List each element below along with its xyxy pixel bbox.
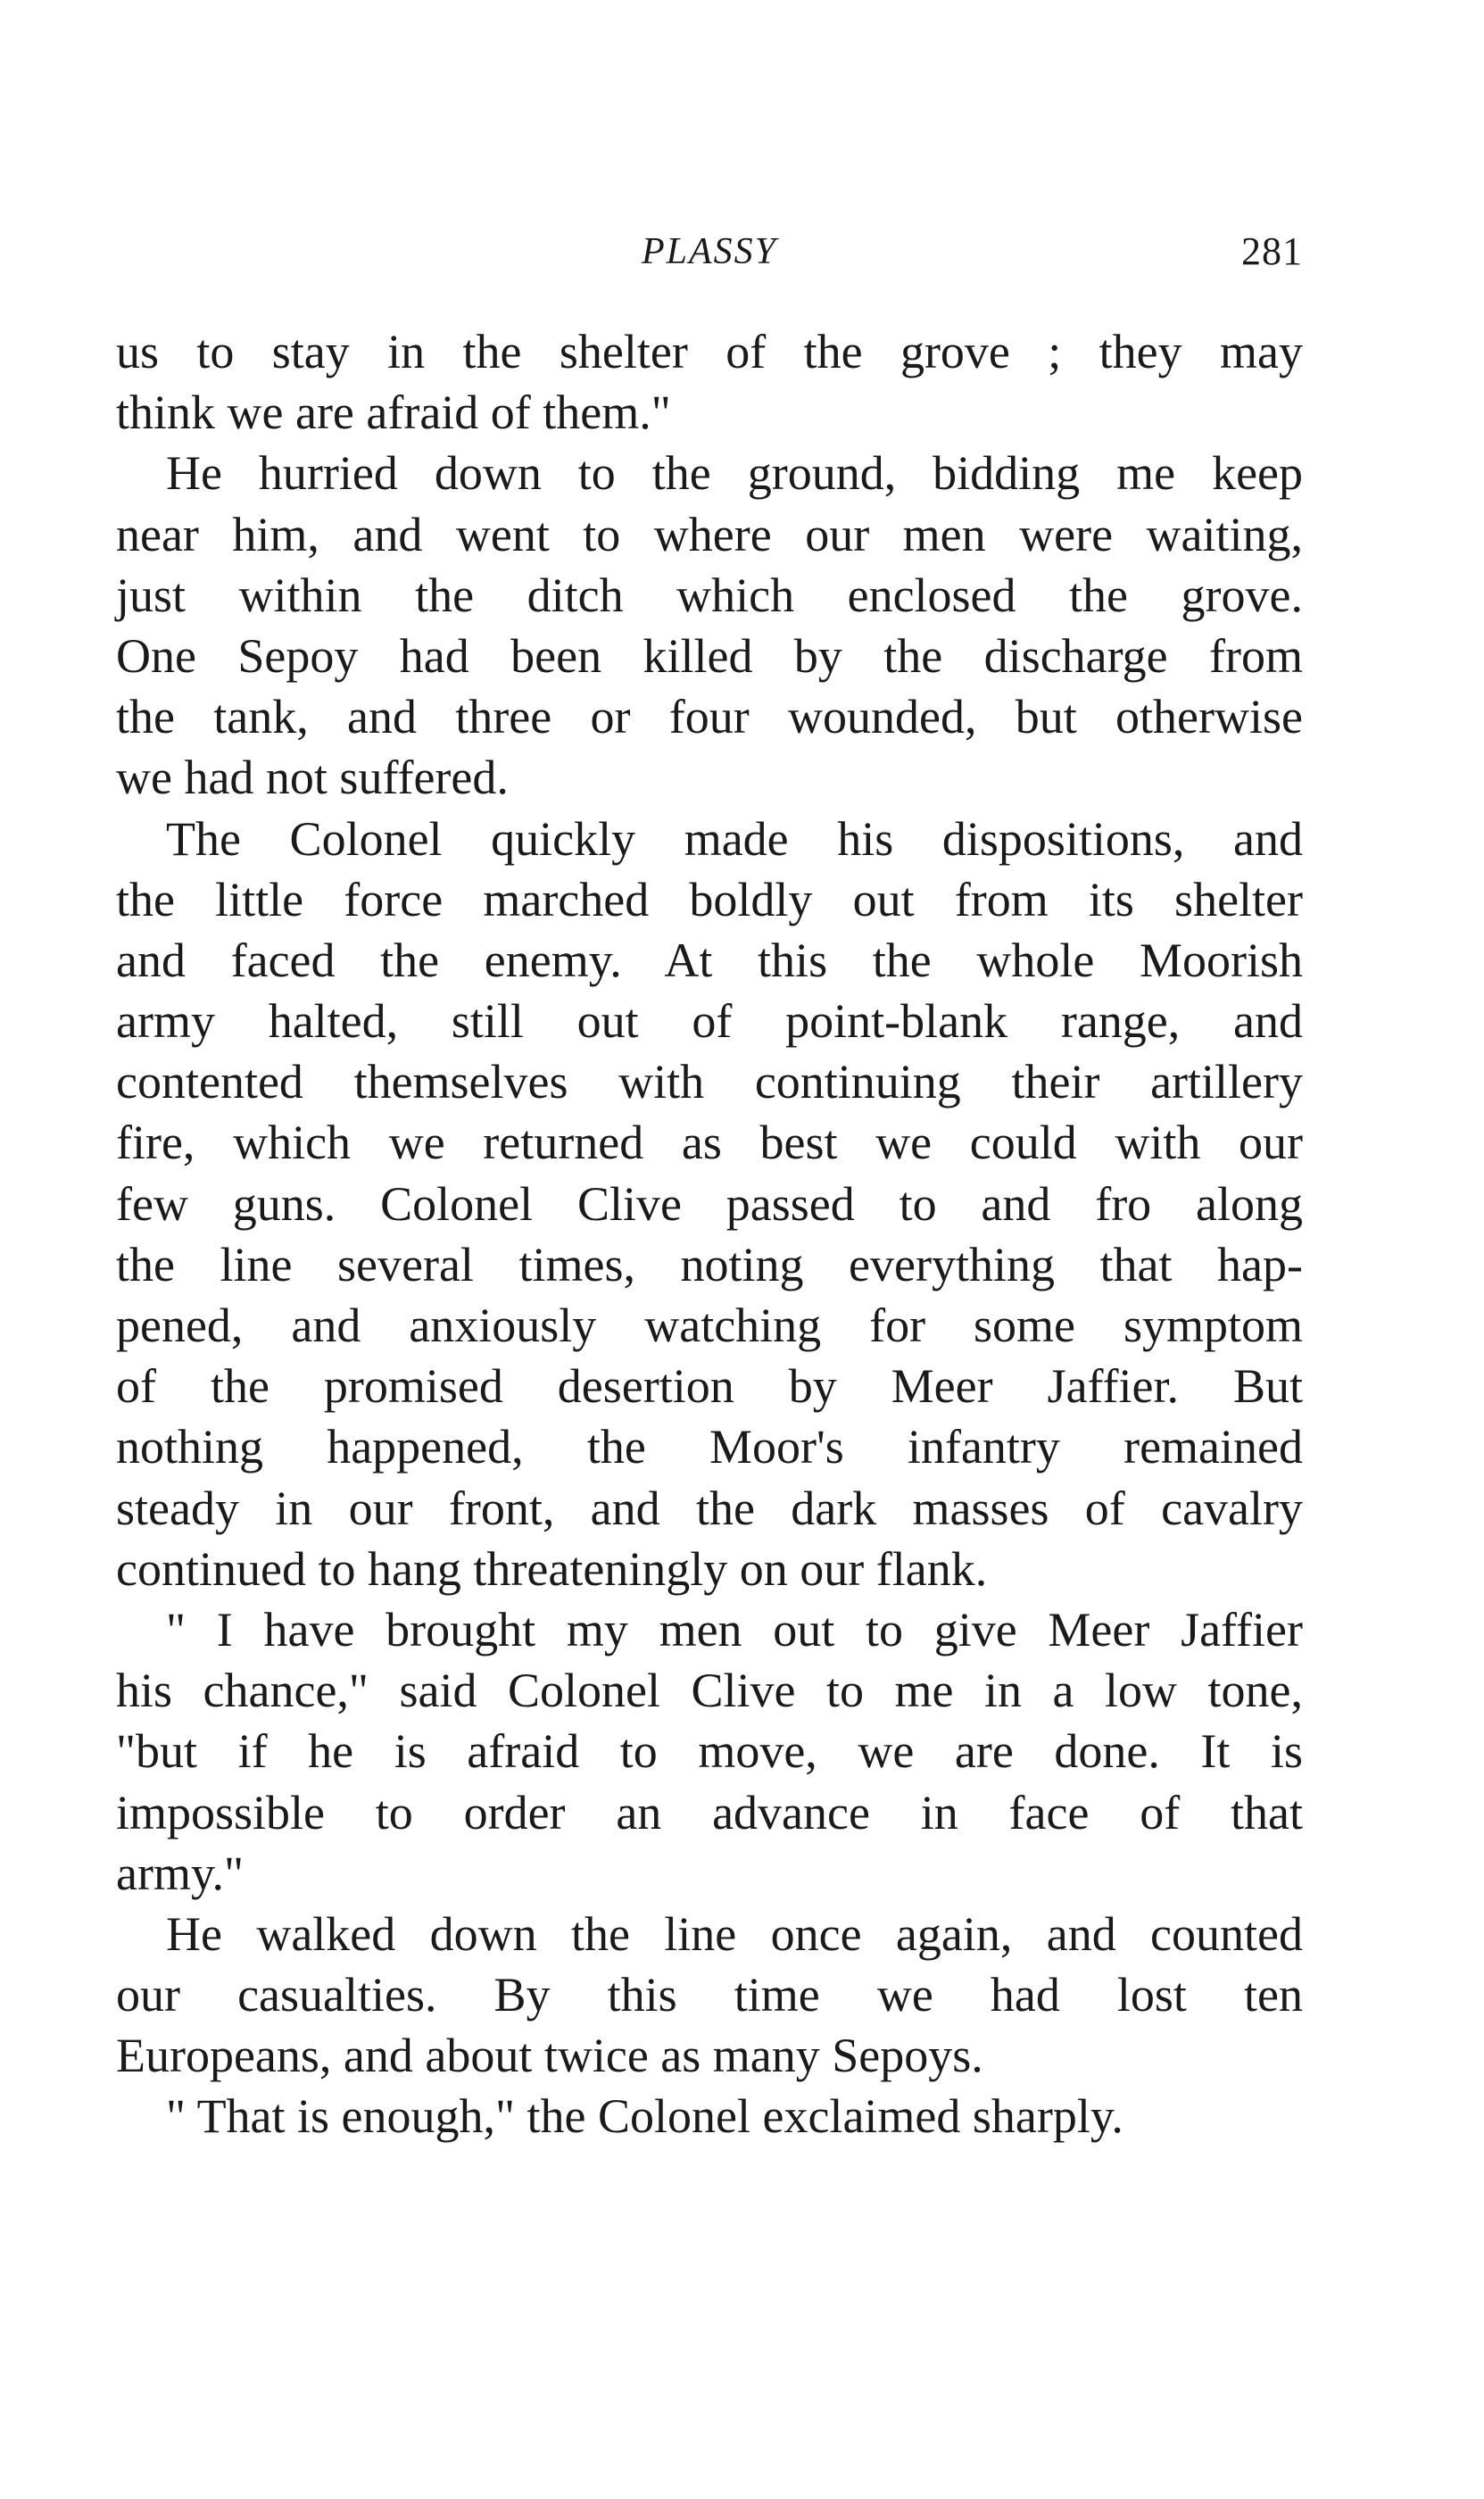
running-title: PLASSY: [641, 231, 778, 272]
text-line: us to stay in the shelter of the grove ; they may: [116, 325, 1303, 378]
text-line: fire, which we returned as best we could with our: [116, 1116, 1303, 1170]
text-line: steady in our front, and the dark masses of cavalry: [116, 1481, 1303, 1535]
text-line: near him, and went to where our men were waiting,: [116, 507, 1303, 561]
text-line: we had not suffered.: [116, 751, 509, 805]
text-line: One Sepoy had been killed by the discharge from: [116, 628, 1303, 683]
text-line: few guns. Colonel Clive passed to and fro along: [116, 1176, 1303, 1231]
text-line: the little force marched boldly out from its shelter: [116, 872, 1303, 926]
text-line: army halted, still out of point-blank range, and: [116, 994, 1303, 1049]
text-line: our casualties. By this time we had lost ten: [116, 1968, 1303, 2022]
text-line: The Colonel quickly made his dispositions, and: [166, 811, 1303, 866]
running-head: [116, 225, 1303, 278]
text-line: continued to hang threateningly on our flank.: [116, 1541, 988, 1596]
text-line: of the promised desertion by Meer Jaffier. But: [116, 1359, 1303, 1414]
text-line: army.": [116, 1846, 244, 1900]
text-line: his chance," said Colonel Clive to me in a low tone,: [116, 1664, 1303, 1718]
text-line: the line several times, noting everything that hap-: [116, 1237, 1303, 1291]
text-line: impossible to order an advance in face of that: [116, 1785, 1303, 1839]
text-line: "but if he is afraid to move, we are done. It is: [116, 1724, 1303, 1779]
text-line: nothing happened, the Moor's infantry remained: [116, 1420, 1303, 1474]
text-line: just within the ditch which enclosed the grove.: [116, 568, 1303, 622]
text-line: think we are afraid of them.": [116, 386, 671, 440]
text-line: and faced the enemy. At this the whole Moorish: [116, 933, 1303, 987]
page-number: 281: [1241, 229, 1303, 273]
text-line: He walked down the line once again, and counted: [166, 1906, 1303, 1961]
text-line: pened, and anxiously watching for some symptom: [116, 1299, 1303, 1352]
text-line: He hurried down to the ground, bidding me keep: [166, 446, 1303, 501]
text-line: " I have brought my men out to give Meer Jaffier: [166, 1602, 1303, 1656]
text-line: Europeans, and about twice as many Sepoys.: [116, 2029, 983, 2083]
text-line: contented themselves with continuing their artillery: [116, 1055, 1303, 1109]
text-line: the tank, and three or four wounded, but otherwise: [116, 690, 1303, 744]
body-text: [116, 321, 1303, 2147]
text-line: " That is enough," the Colonel exclaimed sharply.: [166, 2089, 1123, 2144]
